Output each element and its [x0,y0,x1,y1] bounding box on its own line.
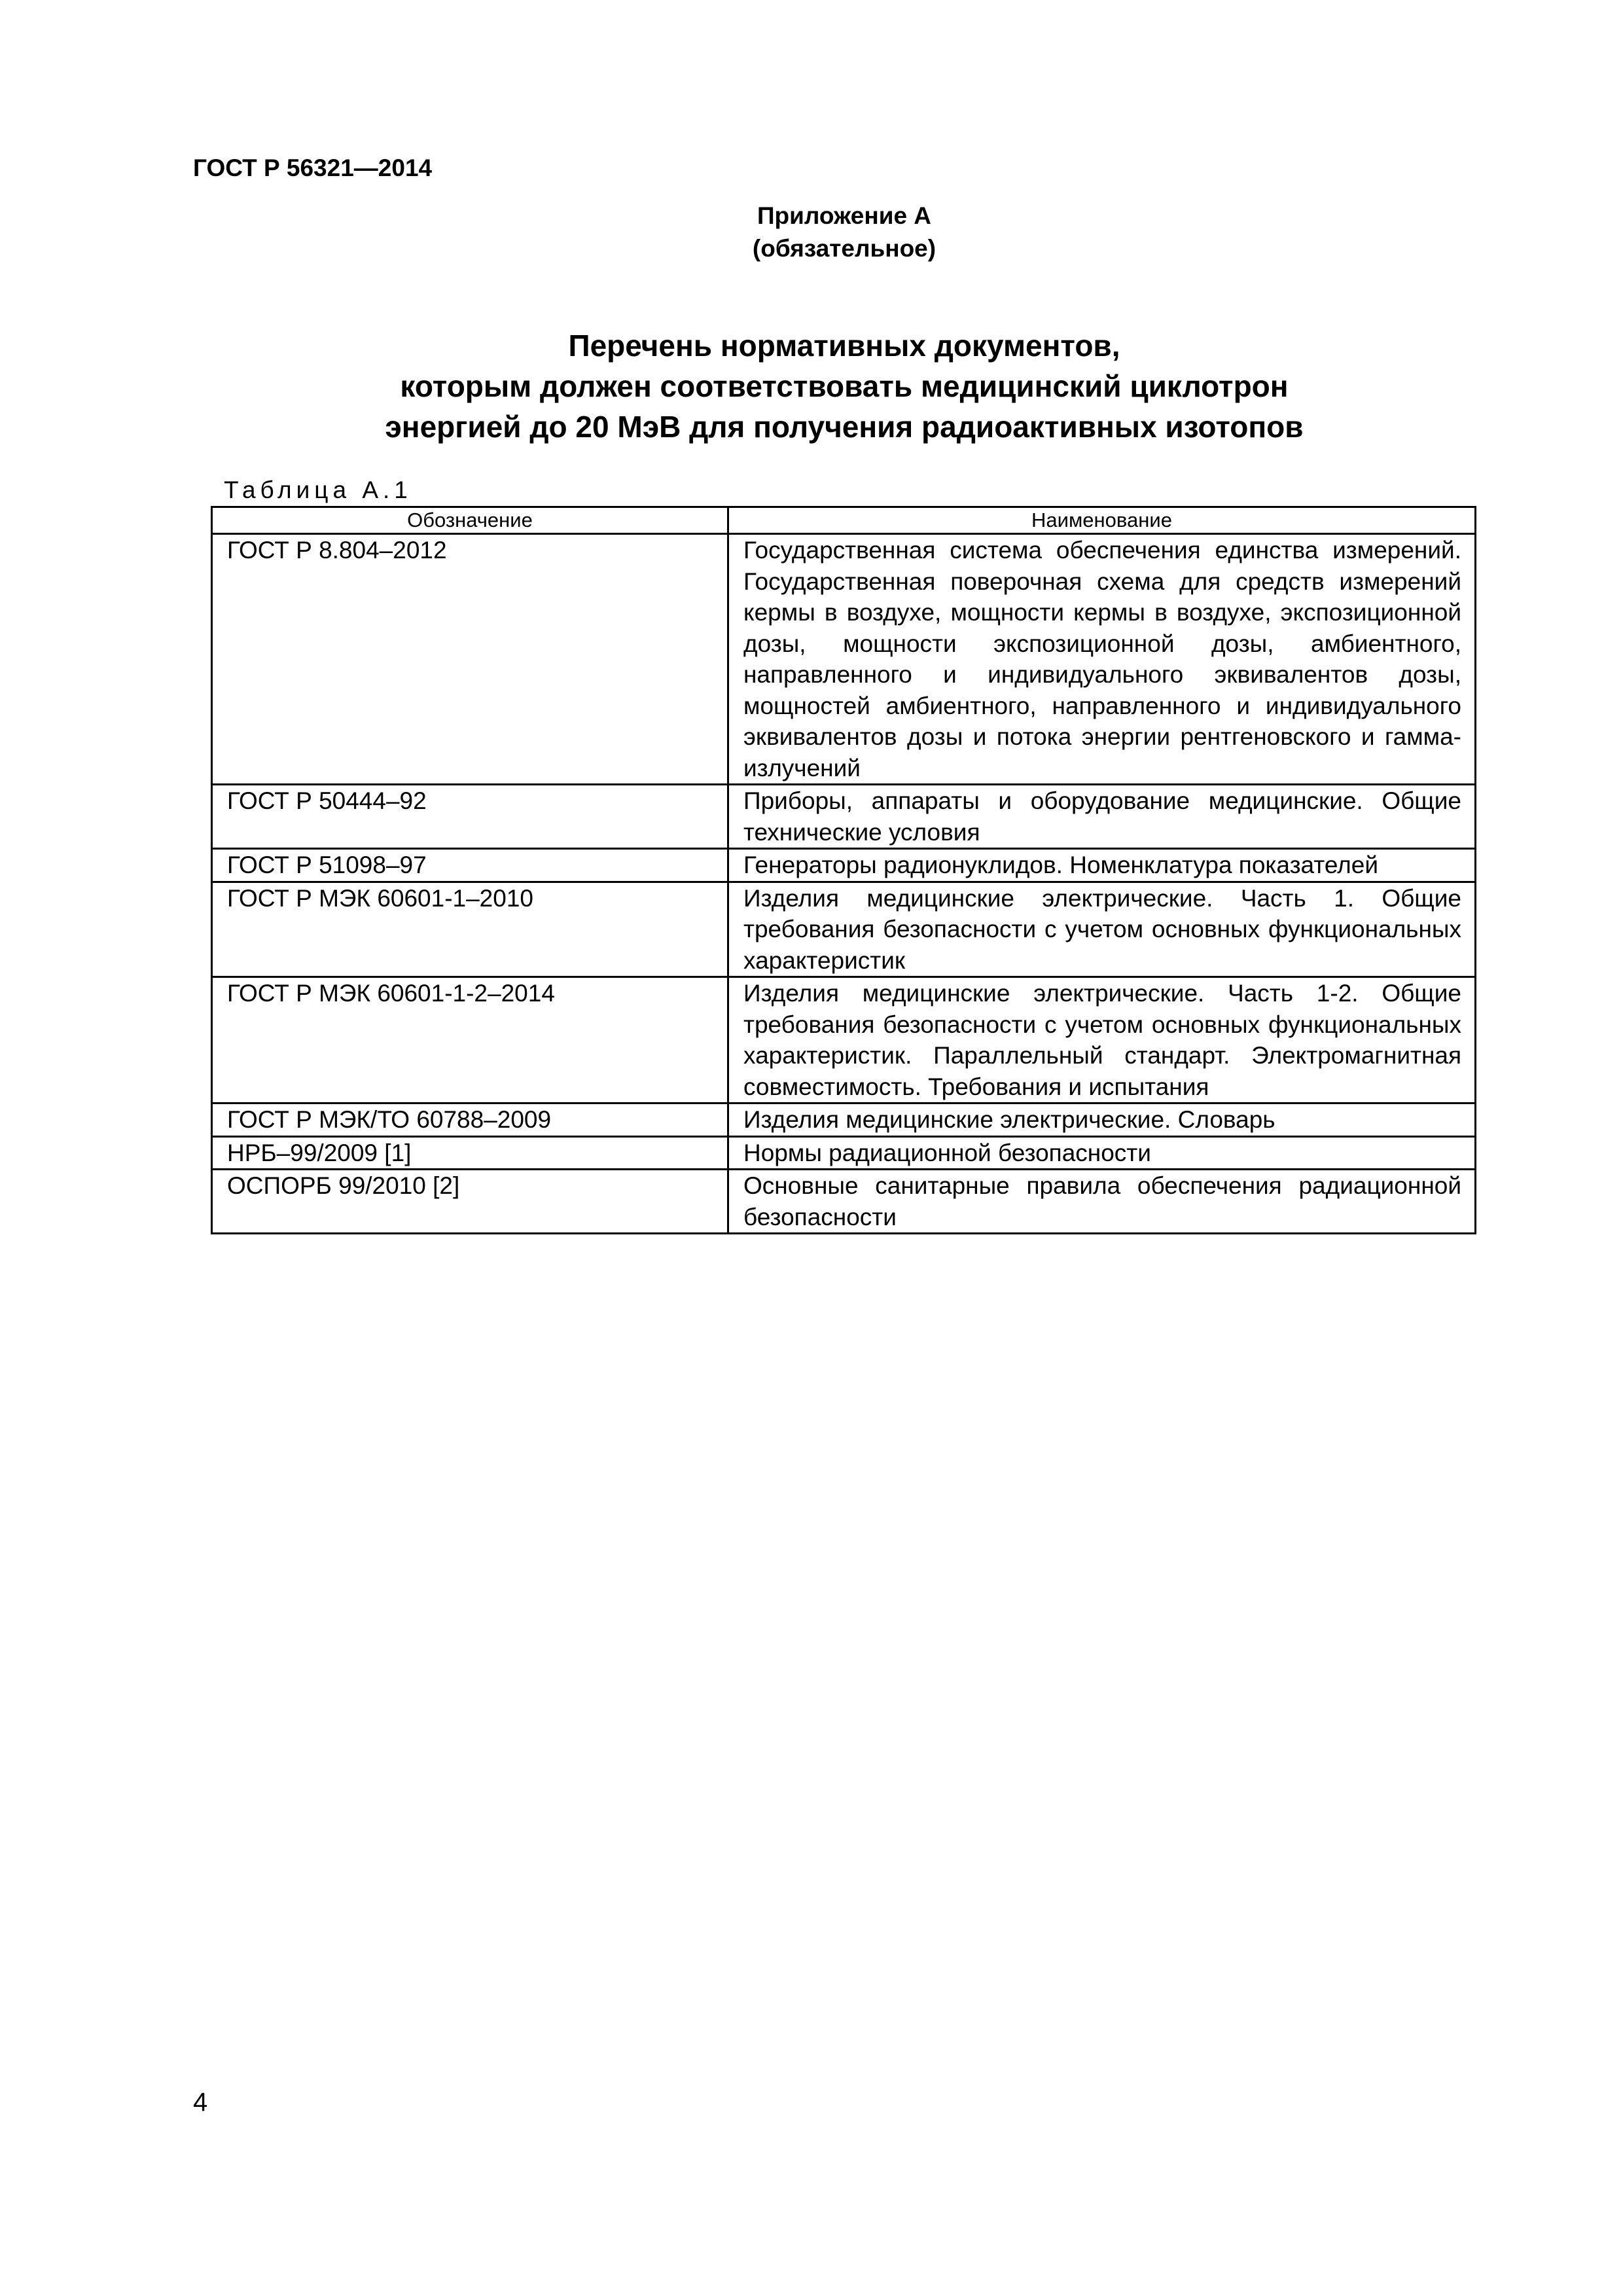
table-row [212,849,1476,882]
page-number: 4 [193,2088,208,2117]
table-row [212,785,1476,849]
row-name: Изделия медицинские электрические. Часть 1. Общие требования безопасности с учетом основных функциональных характеристик [728,882,1476,977]
table-row [212,882,1476,977]
row-name: Изделия медицинские электрические. Словарь [728,1103,1476,1137]
row-code: ГОСТ Р 8.804–2012 [212,534,728,785]
row-code: ГОСТ Р 50444–92 [212,785,728,849]
row-code: ГОСТ Р МЭК/ТО 60788–2009 [212,1103,728,1137]
row-name: Основные санитарные правила обеспечения радиационной безопасности [728,1170,1476,1234]
table-row [212,1170,1476,1234]
heading-line-1: Перечень нормативных документов, [568,329,1120,363]
heading-line-2: которым должен соответствовать медицинский циклотрон [400,369,1289,403]
table-row [212,1103,1476,1137]
column-header-code: Обозначение [212,507,728,534]
row-code: ГОСТ Р МЭК 60601-1-2–2014 [212,977,728,1103]
row-code: НРБ–99/2009 [1] [212,1136,728,1170]
document-id: ГОСТ Р 56321—2014 [193,154,433,181]
row-name: Приборы, аппараты и оборудование медицинские. Общие технические условия [728,785,1476,849]
references-table [211,506,1476,1234]
row-name: Изделия медицинские электрические. Часть 1-2. Общие требования безопасности с учетом основных функциональных характеристик. Параллельный стандарт. Электромагнитная совместимость. Требования и испытания [728,977,1476,1103]
table-caption: Таблица А.1 [224,476,412,503]
table-row [212,977,1476,1103]
row-name: Генераторы радионуклидов. Номенклатура показателей [728,849,1476,882]
table-header-row [212,507,1476,534]
table-row [212,1136,1476,1170]
row-name: Государственная система обеспечения единства измерений. Государственная поверочная схема для средств измерений кермы в воздухе, мощности кермы в воздухе, экспозиционной дозы, мощности экспозиционной дозы, амбиентного, направленного и индивидуального эквивалентов дозы, мощностей амбиентного, направленного и индивидуального эквивалентов дозы и потока энергии рентгеновского и гамма-излучений [728,534,1476,785]
table-row [212,534,1476,785]
appendix-title: Приложение А [757,202,932,229]
appendix-status: (обязательное) [752,235,936,262]
column-header-name: Наименование [728,507,1476,534]
row-code: ОСПОРБ 99/2010 [2] [212,1170,728,1234]
row-code: ГОСТ Р МЭК 60601-1–2010 [212,882,728,977]
row-code: ГОСТ Р 51098–97 [212,849,728,882]
heading-line-3: энергией до 20 МэВ для получения радиоактивных изотопов [385,410,1304,444]
row-name: Нормы радиационной безопасности [728,1136,1476,1170]
